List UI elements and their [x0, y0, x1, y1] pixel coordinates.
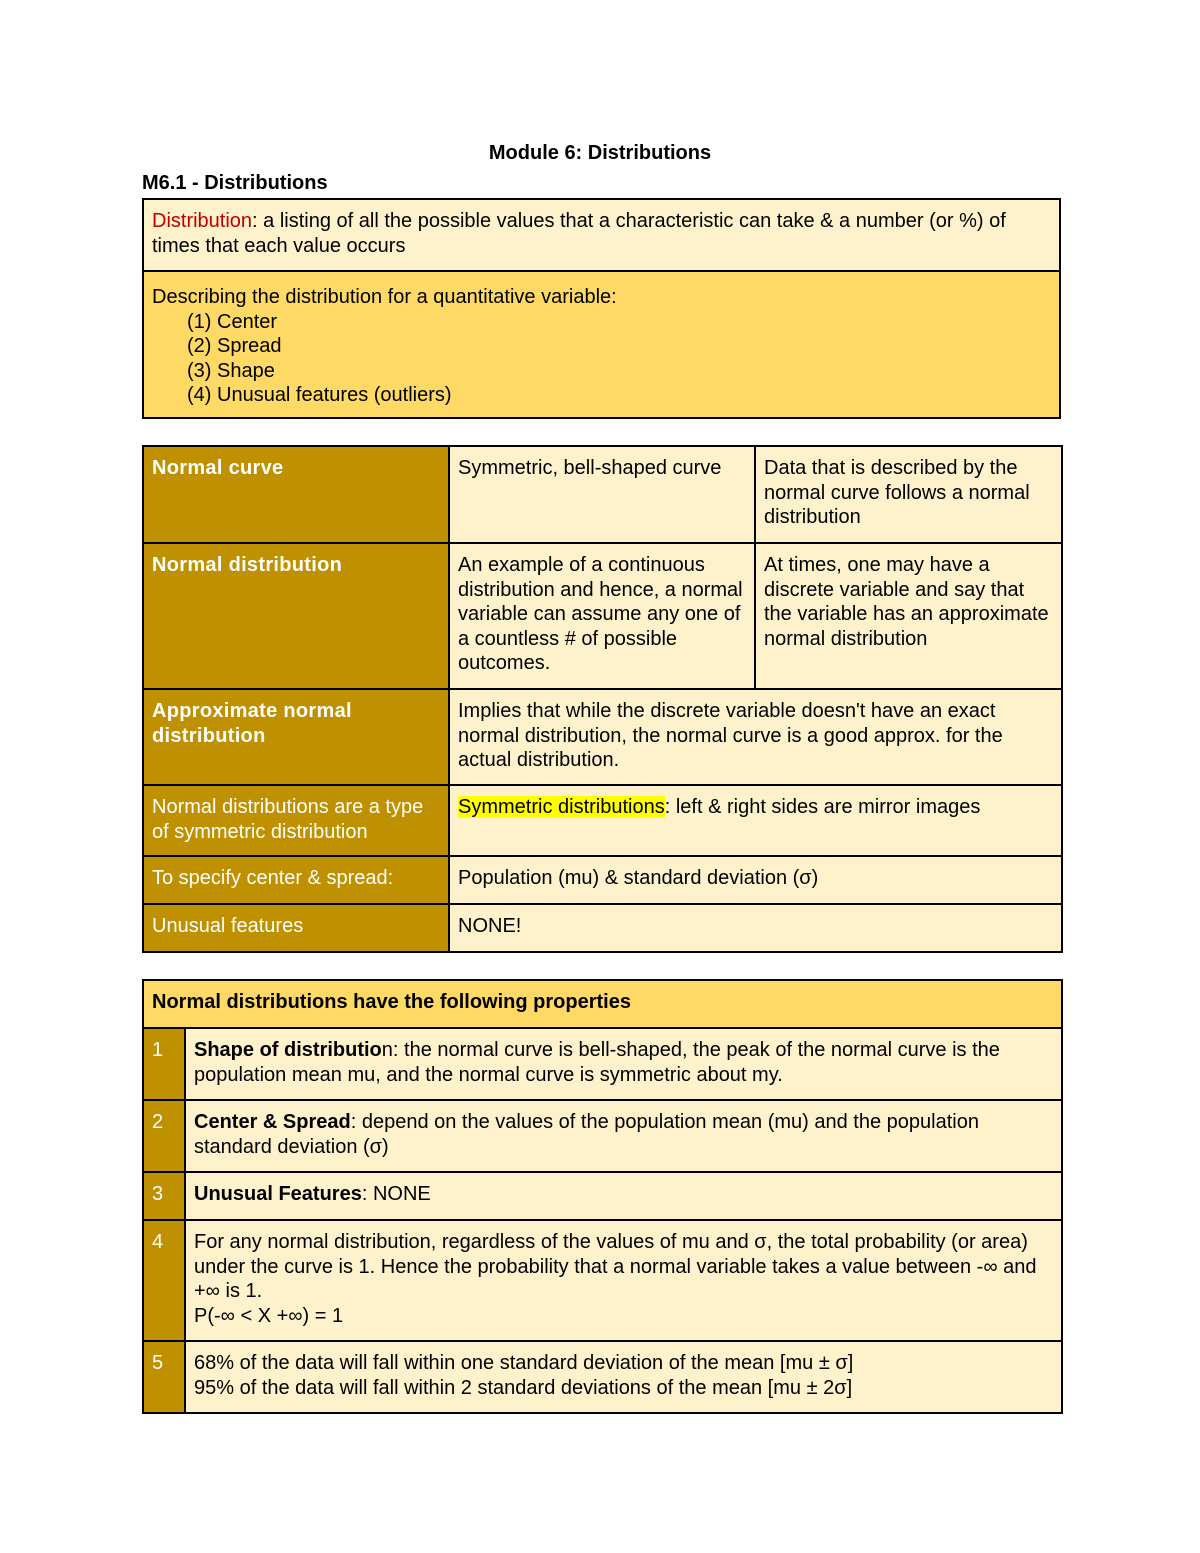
intro-describing-row: [143, 271, 1060, 418]
property-title: Unusual Features: [194, 1183, 362, 1205]
table-row: [143, 1220, 1062, 1341]
property-number: 2: [143, 1100, 185, 1172]
list-item: (2) Spread: [187, 335, 282, 357]
definition-cell: NONE!: [449, 904, 1062, 952]
definition-cell: Symmetric, bell-shaped curve: [449, 446, 755, 543]
describing-list: [152, 310, 1051, 408]
intro-definition-row: [143, 199, 1060, 271]
page-title: Module 6: Distributions: [488, 142, 712, 164]
property-text: [185, 1220, 1062, 1341]
property-number: 1: [143, 1028, 185, 1100]
definition-cell: Implies that while the discrete variable doesn't have an exact normal distribution, the normal curve is a good approx. for the actual distribution.: [449, 689, 1062, 785]
property-line: P(-∞ < X +∞) = 1: [194, 1304, 344, 1327]
term-cell: Normal distributions are a type of symmetric distribution: [143, 785, 449, 856]
property-number: 4: [143, 1220, 185, 1341]
normal-terms-table: [142, 445, 1063, 953]
properties-table: [142, 979, 1063, 1414]
distribution-term: Distribution: [152, 210, 253, 232]
note-cell: At times, one may have a discrete variable and say that the variable has an approximate normal distribution: [755, 543, 1062, 689]
property-text: [185, 1172, 1062, 1220]
describing-label: Describing the distribution for a quantitative variable:: [152, 286, 617, 308]
list-item: (3) Shape: [187, 359, 275, 382]
table-row: [143, 904, 1062, 952]
property-line: 95% of the data will fall within 2 standard deviations of the mean [mu ± 2σ]: [194, 1376, 853, 1399]
table-row: [143, 689, 1062, 785]
note-cell: Data that is described by the normal curve follows a normal distribution: [755, 446, 1062, 543]
term-cell: Unusual features: [143, 904, 449, 952]
highlighted-term: Symmetric distributions: [458, 796, 665, 818]
property-number: 5: [143, 1341, 185, 1413]
property-desc: n: the normal curve is bell-shaped, the peak of the normal curve is the population mean mu, and the normal curve is symmetric about my.: [194, 1039, 1000, 1086]
table-row: [143, 1172, 1062, 1220]
term-cell: Normal curve: [143, 446, 449, 543]
properties-header: Normal distributions have the following properties: [143, 980, 1062, 1028]
table-row: [143, 1100, 1062, 1172]
property-text: [185, 1341, 1062, 1413]
property-title: Center & Spread: [194, 1111, 351, 1133]
describing-cell: [143, 271, 1060, 418]
table-row: [143, 1028, 1062, 1100]
property-text: [185, 1100, 1062, 1172]
section-heading: M6.1 - Distributions: [142, 172, 328, 194]
property-line: 68% of the data will fall within one standard deviation of the mean [mu ± σ]: [194, 1352, 854, 1374]
distribution-definition: : a listing of all the possible values that a characteristic can take & a number (or %) of times that each value occurs: [152, 210, 1006, 257]
table-row: [143, 785, 1062, 856]
definition-cell: Population (mu) & standard deviation (σ): [449, 856, 1062, 904]
definition-cell: An example of a continuous distribution and hence, a normal variable can assume any one of a countless # of possible outcomes.: [449, 543, 755, 689]
distribution-definition-cell: [143, 199, 1060, 271]
list-item: (4) Unusual features (outliers): [187, 384, 452, 406]
property-title: Shape of distributio: [194, 1039, 382, 1061]
property-desc: : depend on the values of the population mean (mu) and the population standard deviation (σ): [194, 1111, 979, 1158]
table-row: [143, 856, 1062, 904]
list-item: (1) Center: [187, 310, 278, 333]
term-cell: Approximate normal distribution: [143, 689, 449, 785]
property-line: For any normal distribution, regardless of the values of mu and σ, the total probability (or area) under the curve is 1. Hence the probability that a normal variable takes a value between -∞ and +∞ is 1.: [194, 1231, 1037, 1302]
term-cell: To specify center & spread:: [143, 856, 449, 904]
properties-header-row: [143, 980, 1062, 1028]
definition-text: : left & right sides are mirror images: [664, 796, 981, 818]
intro-table: [142, 198, 1061, 419]
definition-cell: [449, 785, 1062, 856]
term-cell: Normal distribution: [143, 543, 449, 689]
property-text: [185, 1028, 1062, 1100]
property-desc: : NONE: [361, 1183, 431, 1205]
table-row: [143, 446, 1062, 543]
table-row: [143, 543, 1062, 689]
property-number: 3: [143, 1172, 185, 1220]
table-row: [143, 1341, 1062, 1413]
